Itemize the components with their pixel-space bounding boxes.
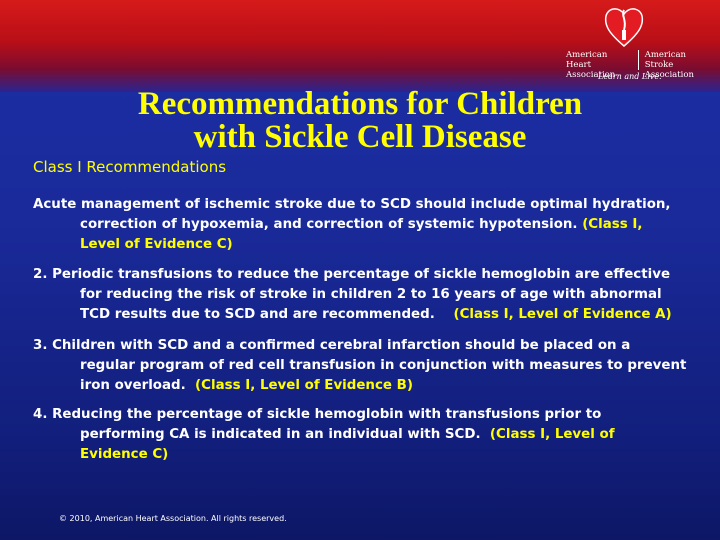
item-text: iron overload. — [80, 378, 196, 393]
evidence-citation: (Class I, — [582, 217, 643, 232]
evidence-citation: (Class I, Level of — [489, 427, 615, 442]
logo-divider — [638, 50, 639, 70]
title-line-2: with Sickle Cell Disease — [193, 119, 527, 155]
item-line: for reducing the risk of stroke in children 2 to 16 years of age with abnormal — [80, 287, 662, 302]
item-line — [33, 376, 708, 396]
evidence-citation: (Class I, Level of Evidence B) — [195, 378, 413, 393]
logo-org-right: American Stroke Association — [644, 50, 694, 80]
title-line-1: Recommendations for Children — [137, 86, 583, 122]
evidence-citation: Level of Evidence C) — [80, 237, 233, 252]
item-text: performing CA is indicated in an individual with SCD. — [80, 427, 490, 442]
item-line: 4. Reducing the percentage of sickle hemoglobin with transfusions prior to — [33, 407, 602, 422]
heart-torch-icon — [604, 2, 644, 48]
evidence-citation: Evidence C) — [80, 447, 169, 462]
item-line: 2. Periodic transfusions to reduce the percentage of sickle hemoglobin are effective — [33, 267, 671, 282]
item-text: TCD results due to SCD and are recommended. — [80, 307, 454, 322]
item-line: 3. Children with SCD and a confirmed cerebral infarction should be placed on a — [33, 338, 631, 353]
recommendation-item-4 — [33, 405, 708, 465]
logo-tagline: Learn and Live. — [598, 72, 662, 81]
item-line — [33, 215, 708, 235]
item-line — [33, 305, 708, 325]
section-subheading: Class I Recommendations — [33, 158, 227, 176]
aha-asa-logo — [558, 0, 710, 86]
logo-org-left: American Heart Association — [566, 50, 616, 80]
copyright-footer: © 2010, American Heart Association. All rights reserved. — [59, 514, 287, 523]
evidence-citation: (Class I, Level of Evidence A) — [453, 307, 672, 322]
item-line — [33, 425, 708, 445]
item-line: Acute management of ischemic stroke due to SCD should include optimal hydration, — [33, 197, 671, 212]
recommendation-item-3 — [33, 336, 708, 396]
recommendation-item-1 — [33, 195, 708, 255]
page-title — [40, 88, 680, 154]
item-line: regular program of red cell transfusion in conjunction with measures to prevent — [80, 358, 687, 373]
recommendation-item-2 — [33, 265, 708, 325]
item-text: correction of hypoxemia, and correction of systemic hypotension. — [80, 217, 583, 232]
